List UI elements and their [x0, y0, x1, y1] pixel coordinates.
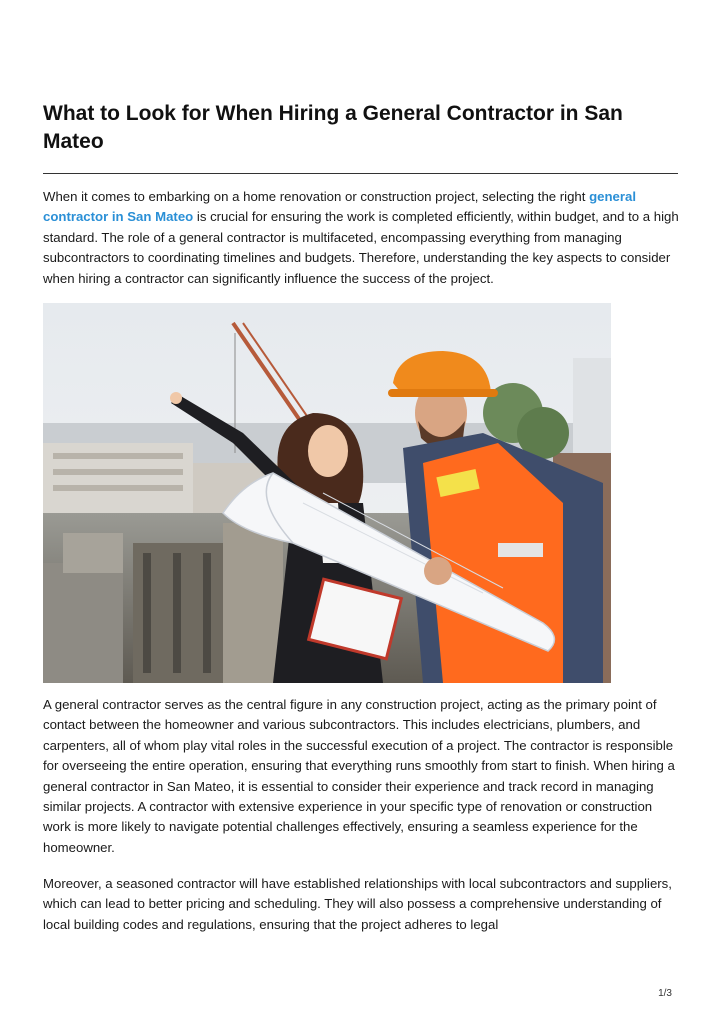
page-title: What to Look for When Hiring a General Contractor in San Mateo — [43, 102, 623, 153]
intro-text-after-link: is crucial for ensuring the work is completed efficiently, within budget, and to a high standard. The role of a general contractor is multifaceted, encompassing everything from managing subcontractors to coordinating timelines and budgets. Therefore, understanding the key aspects to consider when hiring a contractor can significantly influence the success of the project. — [43, 209, 679, 286]
intro-paragraph — [43, 187, 683, 289]
page-number: 1/3 — [658, 988, 672, 999]
intro-text-before-link: When it comes to embarking on a home renovation or construction project, selecting the right — [43, 189, 590, 204]
title-divider — [43, 173, 678, 174]
body-paragraph-role: A general contractor serves as the central figure in any construction project, acting as the primary point of contact between the homeowner and various subcontractors. This includes electricians, plumbers, and carpenters, all of whom play vital roles in the successful execution of a project. The contractor is responsible for overseeing the entire operation, ensuring that everything runs smoothly from start to finish. When hiring a general contractor in San Mateo, it is essential to consider their experience and track record in managing similar projects. A contractor with extensive experience in your specific type of renovation or construction work is more likely to navigate potential challenges effectively, ensuring a seamless experience for the homeowner. — [43, 697, 675, 855]
general-contractor-link[interactable]: general contractor in San Mateo — [43, 189, 637, 225]
body-paragraph-relationships: Moreover, a seasoned contractor will have established relationships with local subcontractors and suppliers, which can lead to better pricing and scheduling. They will also possess a comprehensive understanding of local building codes and regulations, ensuring that the project adheres to legal — [43, 876, 672, 932]
contractor-photo — [43, 303, 611, 683]
